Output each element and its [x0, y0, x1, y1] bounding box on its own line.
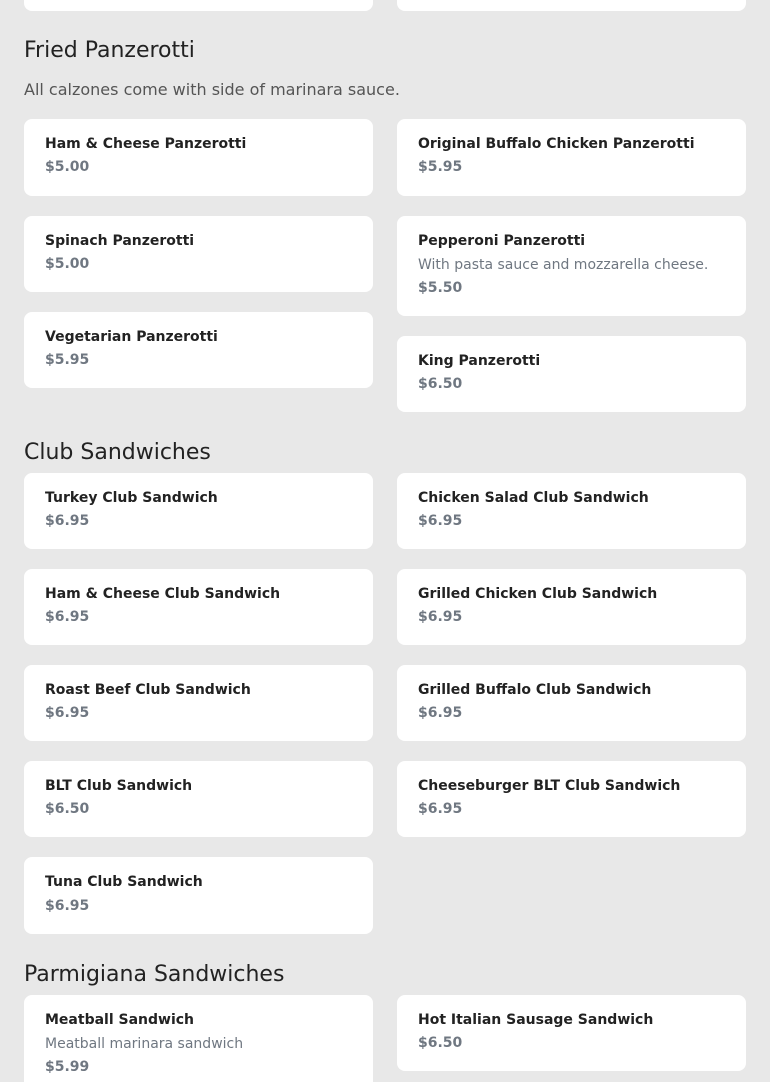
item-price: $6.95 — [45, 609, 90, 625]
item-price: $6.50 — [418, 1035, 463, 1051]
item-name: Hot Italian Sausage Sandwich — [418, 1012, 654, 1028]
item-price: $5.95 — [45, 352, 90, 368]
item-name: Chicken Salad Club Sandwich — [418, 490, 649, 506]
menu-item-grilled-buffalo-club-sandwich[interactable] — [397, 665, 746, 741]
menu-item-roast-beef-club-sandwich[interactable] — [24, 665, 373, 741]
menu-item-chicken-salad-club-sandwich[interactable] — [397, 473, 746, 549]
item-name: Ham & Cheese Club Sandwich — [45, 586, 281, 602]
item-name: King Panzerotti — [418, 353, 541, 369]
menu-item-pepperoni-panzerotti[interactable] — [397, 216, 746, 316]
item-price: $5.00 — [45, 256, 90, 272]
item-price: $5.00 — [45, 159, 90, 175]
section-note-fried-panzerotti: All calzones come with side of marinara sauce. — [24, 80, 400, 99]
item-price: $6.95 — [418, 609, 463, 625]
item-name: Pepperoni Panzerotti — [418, 233, 586, 249]
item-name: Ham & Cheese Panzerotti — [45, 136, 247, 152]
item-price: $6.95 — [418, 801, 463, 817]
section-title-parmigiana-sandwiches: Parmigiana Sandwiches — [24, 962, 285, 987]
item-name: Grilled Chicken Club Sandwich — [418, 586, 658, 602]
menu-item-grilled-chicken-club-sandwich[interactable] — [397, 569, 746, 645]
menu-item-cheeseburger-blt-club-sandwich[interactable] — [397, 761, 746, 837]
menu-item-card[interactable] — [24, 0, 373, 11]
item-price: $6.95 — [45, 898, 90, 914]
item-price: $6.95 — [418, 513, 463, 529]
item-name: Roast Beef Club Sandwich — [45, 682, 251, 698]
item-description: Meatball marinara sandwich — [45, 1036, 244, 1052]
item-name: Turkey Club Sandwich — [45, 490, 218, 506]
menu-item-tuna-club-sandwich[interactable] — [24, 857, 373, 934]
item-name: BLT Club Sandwich — [45, 778, 193, 794]
item-name: Meatball Sandwich — [45, 1012, 195, 1028]
item-name: Tuna Club Sandwich — [45, 874, 203, 890]
item-name: Grilled Buffalo Club Sandwich — [418, 682, 652, 698]
menu-item-spinach-panzerotti[interactable] — [24, 216, 373, 292]
item-name: Spinach Panzerotti — [45, 233, 195, 249]
item-price: $6.50 — [45, 801, 90, 817]
item-price: $6.95 — [418, 705, 463, 721]
item-name: Cheeseburger BLT Club Sandwich — [418, 778, 681, 794]
item-price: $6.95 — [45, 513, 90, 529]
item-price: $6.95 — [45, 705, 90, 721]
item-description: With pasta sauce and mozzarella cheese. — [418, 257, 709, 273]
item-name: Vegetarian Panzerotti — [45, 329, 218, 345]
menu-item-card[interactable] — [397, 0, 746, 11]
item-price: $5.99 — [45, 1059, 90, 1075]
menu-item-ham-cheese-club-sandwich[interactable] — [24, 569, 373, 645]
menu-item-original-buffalo-chicken-panzerotti[interactable] — [397, 119, 746, 196]
section-title-club-sandwiches: Club Sandwiches — [24, 440, 211, 465]
item-price: $6.50 — [418, 376, 463, 392]
menu-item-king-panzerotti[interactable] — [397, 336, 746, 412]
menu-item-blt-club-sandwich[interactable] — [24, 761, 373, 837]
item-name: Original Buffalo Chicken Panzerotti — [418, 136, 695, 152]
menu-item-hot-italian-sausage-sandwich[interactable] — [397, 995, 746, 1071]
section-title-fried-panzerotti: Fried Panzerotti — [24, 38, 195, 63]
menu-item-vegetarian-panzerotti[interactable] — [24, 312, 373, 388]
menu-item-turkey-club-sandwich[interactable] — [24, 473, 373, 549]
menu-item-meatball-sandwich[interactable] — [24, 995, 373, 1082]
item-price: $5.50 — [418, 280, 463, 296]
item-price: $5.95 — [418, 159, 463, 175]
menu-item-ham-cheese-panzerotti[interactable] — [24, 119, 373, 196]
